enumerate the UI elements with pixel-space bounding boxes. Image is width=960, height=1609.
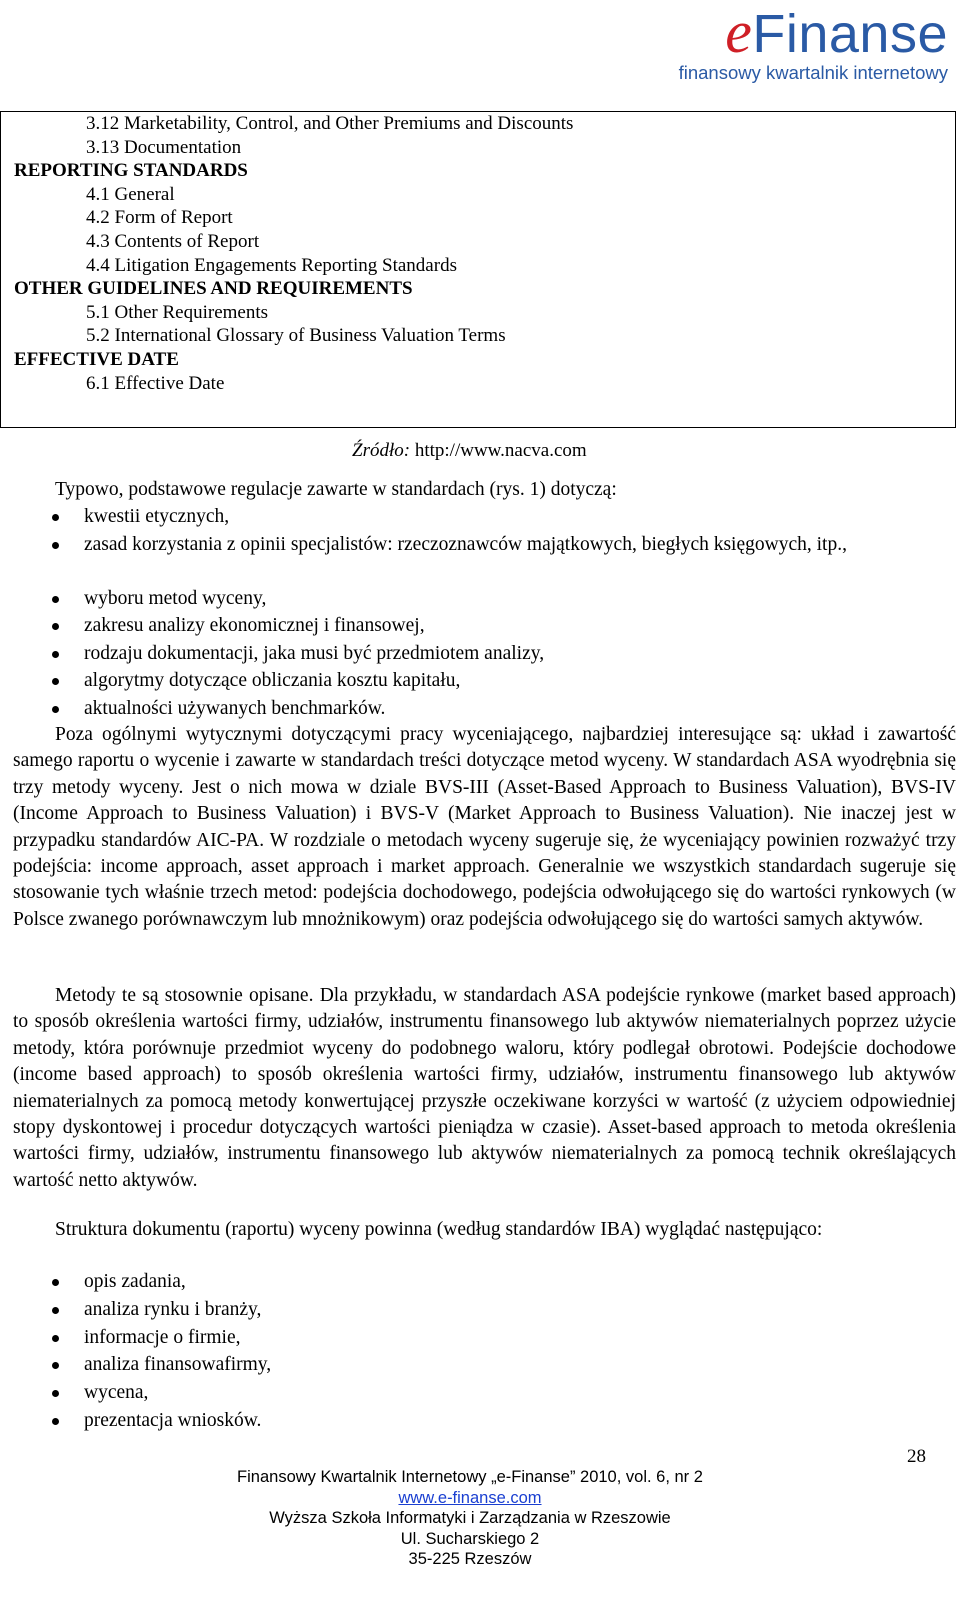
- source-note: [352, 440, 587, 462]
- list-item-text: aktualności używanych benchmarków.: [84, 698, 386, 719]
- logo-wordmark: eFinanse: [725, 0, 948, 65]
- list-item-text: kwestii etycznych,: [84, 506, 230, 527]
- toc-entry: 5.2 International Glossary of Business Valuation Terms: [86, 325, 506, 347]
- list-item-text: zakresu analizy ekonomicznej i finansowej,: [84, 615, 425, 636]
- bullet-icon: [52, 1390, 59, 1397]
- page-number: 28: [907, 1446, 926, 1467]
- toc-entry: 4.4 Litigation Engagements Reporting Standards: [86, 254, 457, 276]
- source-url: http://www.nacva.com: [414, 440, 587, 461]
- bullet-icon: [52, 1307, 59, 1314]
- list-item-text: analiza rynku i branży,: [84, 1299, 262, 1320]
- bullet-icon: [52, 1335, 59, 1342]
- footer: [200, 1467, 740, 1570]
- toc-heading: EFFECTIVE DATE: [14, 349, 179, 370]
- footer-city: 35-225 Rzeszów: [408, 1550, 532, 1568]
- list-item-text: analiza finansowafirmy,: [84, 1354, 272, 1375]
- list-item-text: prezentacja wniosków.: [84, 1410, 262, 1431]
- logo-tagline: finansowy kwartalnik internetowy: [678, 62, 948, 83]
- bullet-icon: [52, 1279, 59, 1286]
- footer-journal: Finansowy Kwartalnik Internetowy „e-Finanse” 2010, vol. 6, nr 2: [237, 1468, 703, 1486]
- paragraph-3: Struktura dokumentu (raportu) wyceny powinna (według standardów IBA) wyglądać następująco:: [55, 1219, 823, 1240]
- toc-entry: 3.13 Documentation: [86, 136, 242, 158]
- toc-heading: OTHER GUIDELINES AND REQUIREMENTS: [14, 278, 413, 300]
- toc-entry: 4.2 Form of Report: [86, 207, 233, 229]
- bullet-icon: [52, 678, 59, 685]
- bullet-icon: [52, 706, 59, 713]
- footer-link[interactable]: www.e-finanse.com: [398, 1488, 542, 1507]
- efinanse-logo: [678, 0, 948, 90]
- paragraph-2: Metody te są stosownie opisane. Dla przykładu, w standardach ASA podejście rynkowe (market based approach) to sposób określenia wartości firmy, udziałów, instrumentu finansowego lub aktywów niematerialnych poprzez użycie metody, która porównuje przedmiot wyceny do podobnego waloru, który podlegał obrotowi. Podejście dochodowe (income based approach) to sposób określenia wartości firmy, udziałów, instrumentu finansowego lub aktywów niematerialnych za pomocą metody konwertującej przyszłe oczekiwane korzyści w wartość (z użyciem odpowiedniej stopy dyskontowej i procedur dotyczących wartości pieniądza w czasie). Asset-based approach to metoda określenia wartości firmy, udziałów, instrumentu finansowego lub aktywów niematerialnych za pomocą technik określających wartość netto aktywów.: [13, 985, 956, 1191]
- toc-box: [0, 111, 956, 428]
- bullet-icon: [52, 542, 59, 549]
- list-item-text: rodzaju dokumentacji, jaka musi być przedmiotem analizy,: [84, 643, 545, 664]
- source-label: Źródło:: [352, 440, 411, 461]
- list-item-text: wyboru metod wyceny,: [84, 588, 267, 609]
- bullet-icon: [52, 1418, 59, 1425]
- toc-entry: 4.1 General: [86, 183, 175, 205]
- toc-entry: 5.1 Other Requirements: [86, 301, 269, 323]
- list-item-text: opis zadania,: [84, 1271, 186, 1292]
- toc-entry: 3.12 Marketability, Control, and Other Premiums and Discounts: [86, 113, 574, 134]
- bullet-icon: [52, 596, 59, 603]
- lead-sentence: Typowo, podstawowe regulacje zawarte w standardach (rys. 1) dotyczą:: [55, 479, 617, 500]
- list-item-text: wycena,: [84, 1382, 149, 1403]
- list-item-text: algorytmy dotyczące obliczania kosztu kapitału,: [84, 670, 461, 691]
- toc-entry: 6.1 Effective Date: [86, 372, 225, 394]
- list-item-text: informacje o firmie,: [84, 1327, 241, 1348]
- list-item-text: zasad korzystania z opinii specjalistów: rzeczoznawców majątkowych, biegłych księgowych, itp.,: [84, 534, 847, 555]
- toc-heading: REPORTING STANDARDS: [14, 160, 248, 182]
- bullet-icon: [52, 1362, 59, 1369]
- paragraph-1: Poza ogólnymi wytycznymi dotyczącymi pracy wyceniającego, najbardziej interesujące są: układ i zawartość samego raportu o wycenie i zawarte w standardach treści dotyczące metod wyceny. W standardach ASA wyodrębnia się trzy metody wyceny. Jest o nich mowa w dziale BVS-III (Asset-Based Approach to Business Valuation), BVS-IV (Income Approach to Business Valuation) i BVS-V (Market Approach to Business Valuation). Nie inaczej jest w przypadku standardów AIC-PA. W rozdziale o metodach wyceny sugeruje się, że wyceniający powinien rozważyć trzy podejścia: income approach, asset approach i market approach. Generalnie we wszystkich standardach sugeruje się stosowanie tych właśnie trzech metod: podejścia dochodowego, podejścia odwołującego się do wartości rynkowych (w Polsce zwanego porównawczym lub mnożnikowym) oraz podejścia odwołującego się do wartości samych aktywów.: [13, 724, 956, 930]
- footer-street: Ul. Sucharskiego 2: [400, 1529, 540, 1548]
- bullet-icon: [52, 651, 59, 658]
- footer-school: Wyższa Szkoła Informatyki i Zarządzania w Rzeszowie: [269, 1509, 671, 1527]
- bullet-icon: [52, 623, 59, 630]
- bullet-icon: [52, 514, 59, 521]
- toc-entry: 4.3 Contents of Report: [86, 231, 260, 252]
